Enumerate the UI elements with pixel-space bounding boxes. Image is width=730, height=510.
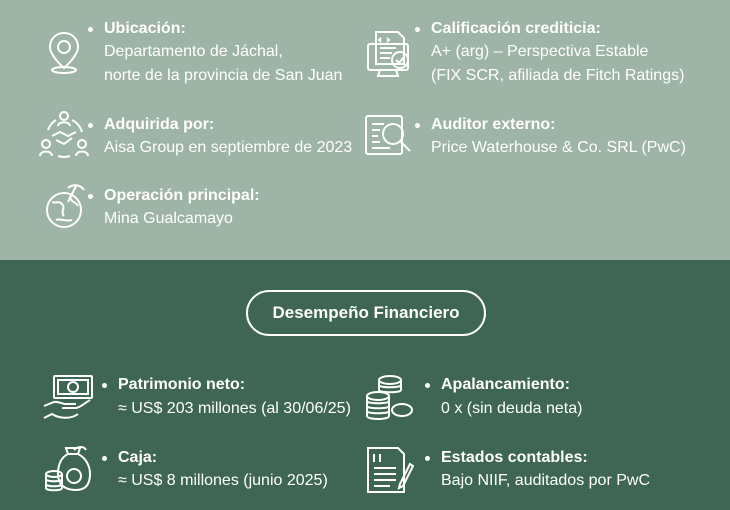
handshake-people-icon bbox=[38, 110, 90, 160]
adquirida-line-1: Aisa Group en septiembre de 2023 bbox=[104, 139, 353, 156]
calificacion-label: Calificación crediticia: bbox=[431, 20, 601, 37]
money-bag-coins-icon bbox=[44, 444, 92, 494]
estados-line-1: Bajo NIIF, auditados por PwC bbox=[441, 472, 650, 489]
operacion-label: Operación principal: bbox=[104, 187, 260, 204]
ubicacion-line-2: norte de la provincia de San Juan bbox=[104, 67, 343, 84]
caja-line-1: ≈ US$ 8 millones (junio 2025) bbox=[118, 472, 328, 489]
rating-document-icon bbox=[366, 28, 414, 78]
patrimonio-label: Patrimonio neto: bbox=[118, 376, 246, 393]
mining-globe-icon bbox=[42, 182, 88, 230]
section-title: Desempeño Financiero bbox=[246, 290, 486, 336]
estados-label: Estados contables: bbox=[441, 449, 588, 466]
caja-label: Caja: bbox=[118, 449, 158, 466]
calificacion-line-2: (FIX SCR, afiliada de Fitch Ratings) bbox=[431, 67, 685, 84]
coin-stack-icon bbox=[364, 374, 414, 422]
patrimonio-line-1: ≈ US$ 203 millones (al 30/06/25) bbox=[118, 400, 351, 417]
financial-statement-icon bbox=[366, 446, 414, 494]
apalancamiento-line-1: 0 x (sin deuda neta) bbox=[441, 400, 583, 417]
ubicacion-line-1: Departamento de Jáchal, bbox=[104, 43, 283, 60]
auditor-label: Auditor externo: bbox=[431, 116, 556, 133]
audit-magnifier-icon bbox=[364, 114, 414, 160]
apalancamiento-label: Apalancamiento: bbox=[441, 376, 570, 393]
money-hand-icon bbox=[42, 374, 94, 422]
ubicacion-label: Ubicación: bbox=[104, 20, 186, 37]
auditor-line-1: Price Waterhouse & Co. SRL (PwC) bbox=[431, 139, 686, 156]
location-pin-icon bbox=[46, 30, 82, 74]
calificacion-line-1: A+ (arg) – Perspectiva Estable bbox=[431, 43, 649, 60]
adquirida-label: Adquirida por: bbox=[104, 116, 215, 133]
operacion-line-1: Mina Gualcamayo bbox=[104, 210, 233, 227]
